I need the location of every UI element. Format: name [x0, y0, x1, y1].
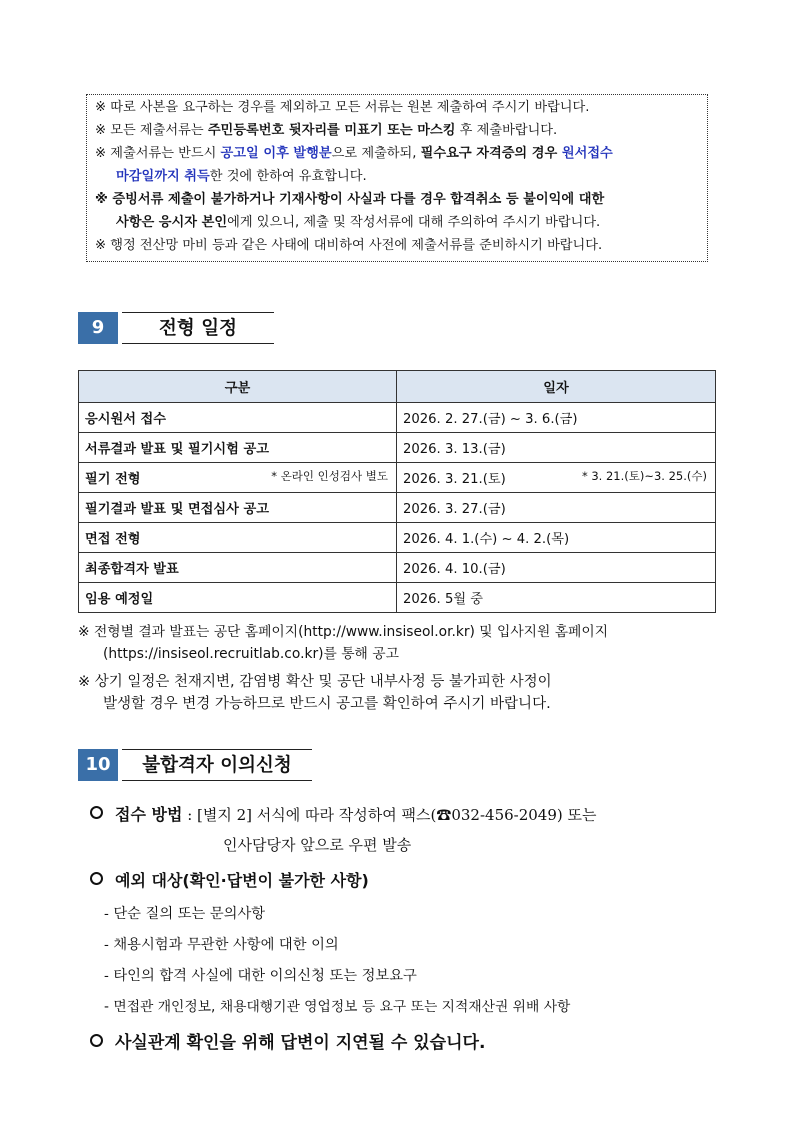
appeal-method-text: : [별지 2] 서식에 따라 작성하여 팩스(☎032-456-2049) 또는	[187, 806, 597, 824]
bullet-circle-icon	[90, 1034, 103, 1047]
column-header: 일자	[397, 371, 716, 403]
table-row	[79, 463, 716, 493]
exception-item: - 면접관 개인정보, 채용대행기관 영업정보 등 요구 또는 지적재산권 위배 사항	[104, 999, 571, 1015]
schedule-note: 발생할 경우 변경 가능하므로 반드시 공고를 확인하여 주시기 바랍니다.	[103, 696, 551, 712]
row-label: 응시원서 접수	[79, 403, 397, 433]
schedule-table	[78, 370, 716, 613]
notice-line: 사항은 응시자 본인에게 있으니, 제출 및 작성서류에 대해 주의하여 주시기 바랍니다.	[116, 215, 601, 230]
notice-line: ※ 제출서류는 반드시 공고일 이후 발행분으로 제출하되, 필수요구 자격증의 경우 원서접수	[95, 146, 613, 161]
notice-line: ※ 모든 제출서류는 주민등록번호 뒷자리를 미표기 또는 마스킹 후 제출바랍니다.	[95, 123, 558, 138]
schedule-note: ※ 상기 일정은 천재지변, 감염병 확산 및 공단 내부사정 등 불가피한 사정이	[78, 674, 552, 690]
table-row	[79, 553, 716, 583]
notice-line: ※ 증빙서류 제출이 불가하거나 기재사항이 사실과 다를 경우 합격취소 등 불이익에 대한	[95, 192, 605, 207]
row-label: 면접 전형	[79, 523, 397, 553]
table-row	[79, 403, 716, 433]
final-note: 사실관계 확인을 위해 답변이 지연될 수 있습니다.	[90, 1032, 485, 1055]
exception-item: - 타인의 합격 사실에 대한 이의신청 또는 정보요구	[104, 968, 417, 984]
row-date: 2026. 4. 10.(금)	[397, 553, 716, 583]
section-number: 9	[78, 312, 118, 344]
schedule-note: ※ 전형별 결과 발표는 공단 홈페이지(http://www.insiseol.or.kr) 및 입사지원 홈페이지	[78, 624, 609, 640]
appeal-method-label: 접수 방법	[115, 805, 183, 824]
bullet-circle-icon	[90, 872, 103, 885]
appeal-method-text: 인사담당자 앞으로 우편 발송	[223, 836, 412, 854]
table-row	[79, 583, 716, 613]
table-row	[79, 493, 716, 523]
row-date: 2026. 3. 21.(토) * 3. 21.(토)~3. 25.(수)	[397, 463, 716, 493]
row-label: 최종합격자 발표	[79, 553, 397, 583]
row-date-note: * 3. 21.(토)~3. 25.(수)	[581, 469, 707, 483]
row-date: 2026. 4. 1.(수) ~ 4. 2.(목)	[397, 523, 716, 553]
notice-line: ※ 행정 전산망 마비 등과 같은 사태에 대비하여 사전에 제출서류를 준비하시기 바랍니다.	[95, 238, 603, 253]
row-label: 서류결과 발표 및 필기시험 공고	[79, 433, 397, 463]
row-date: 2026. 5월 중	[397, 583, 716, 613]
row-label: 필기결과 발표 및 면접심사 공고	[79, 493, 397, 523]
exception-heading: 예외 대상(확인·답변이 불가한 사항)	[90, 870, 369, 893]
section-title: 불합격자 이의신청	[122, 749, 312, 781]
table-row	[79, 523, 716, 553]
table-row	[79, 433, 716, 463]
schedule-note: (https://insiseol.recruitlab.co.kr)를 통해 공고	[103, 646, 399, 662]
section-number: 10	[78, 749, 118, 781]
table-header-row	[79, 371, 716, 403]
column-header: 구분	[79, 371, 397, 403]
row-note: * 온라인 인성검사 별도	[271, 469, 388, 483]
row-label: 임용 예정일	[79, 583, 397, 613]
exception-item: - 채용시험과 무관한 사항에 대한 이의	[104, 937, 339, 953]
notice-line: ※ 따로 사본을 요구하는 경우를 제외하고 모든 서류는 원본 제출하여 주시기 바랍니다.	[95, 100, 590, 115]
row-date: 2026. 3. 13.(금)	[397, 433, 716, 463]
notice-line: 마감일까지 취득한 것에 한하여 유효합니다.	[116, 169, 367, 184]
row-date: 2026. 3. 27.(금)	[397, 493, 716, 523]
bullet-circle-icon	[90, 806, 103, 819]
appeal-method	[90, 804, 597, 826]
exception-item: - 단순 질의 또는 문의사항	[104, 906, 266, 922]
row-date: 2026. 2. 27.(금) ~ 3. 6.(금)	[397, 403, 716, 433]
row-label: 필기 전형 * 온라인 인성검사 별도	[79, 463, 397, 493]
notice-box	[86, 94, 708, 262]
section-title: 전형 일정	[122, 312, 274, 344]
